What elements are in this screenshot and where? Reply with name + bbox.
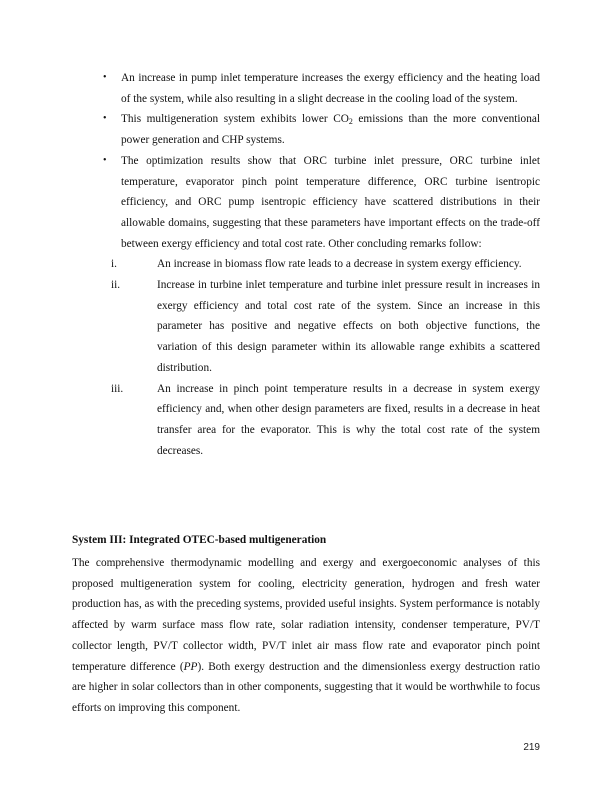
bullet-icon: • bbox=[103, 154, 107, 166]
bullet-item-optimization-results bbox=[72, 151, 540, 462]
bullet-item-pump-inlet bbox=[72, 68, 540, 109]
roman-numeral: iii. bbox=[111, 382, 124, 395]
remark-text: Increase in turbine inlet temperature and turbine inlet pressure result in increases in exergy efficiency and total cost rate of the system. Since an increase in this parameter has positive and negative effects on both objective functions, the variation of this design parameter within its allowable range exhibits a scattered distribution. bbox=[157, 279, 540, 374]
remark-text: An increase in biomass flow rate leads to a decrease in system exergy efficiency. bbox=[157, 258, 522, 271]
paragraph-text-before: The comprehensive thermodynamic modelling and exergy and exergoeconomic analyses of this proposed multigeneration system for cooling, electricity generation, hydrogen and fresh water production has, as with the preceding systems, provided useful insights. System performance is notably affected by warm surface mass flow rate, solar radiation intensity, condenser temperature, PV/T collector length, PV/T collector width, PV/T inlet air mass flow rate and evaporator pinch point temperature difference ( bbox=[72, 557, 540, 673]
section-paragraph bbox=[72, 553, 540, 719]
paragraph-italic-pp: PP bbox=[183, 660, 198, 673]
page-number: 219 bbox=[523, 742, 540, 753]
roman-numeral: ii. bbox=[111, 279, 121, 292]
bullet-item-co2-emissions bbox=[72, 109, 540, 150]
remark-text: An increase in pinch point temperature results in a decrease in system exergy efficiency and, when other design parameters are fixed, results in a decrease in heat transfer area for the evaporator. This is why the total cost rate of the system decreases. bbox=[157, 382, 540, 457]
remark-item-iii bbox=[111, 379, 540, 462]
bullet-text: An increase in pump inlet temperature increases the exergy efficiency and the heating load of the system, while also resulting in a slight decrease in the cooling load of the system. bbox=[121, 72, 540, 105]
conclusions-bullet-list bbox=[72, 68, 540, 461]
bullet-icon: • bbox=[103, 72, 107, 83]
roman-numeral: i. bbox=[111, 258, 117, 271]
section-heading: System III: Integrated OTEC-based multigeneration bbox=[72, 534, 327, 546]
paragraph-text-after: ). Both exergy destruction and the dimensionless exergy destruction ratio are higher in solar collectors than in other components, suggesting that it would be worthwhile to focus efforts on improving this component. bbox=[72, 660, 540, 714]
remark-item-i bbox=[111, 254, 540, 275]
bullet-text-after: emissions than the more conventional power generation and CHP systems. bbox=[121, 113, 540, 147]
bullet-text: The optimization results show that ORC turbine inlet pressure, ORC turbine inlet temperature, evaporator pinch point temperature difference, ORC turbine isentropic efficiency, and ORC pump isentropic efficiency have scattered distributions in their allowable domains, suggesting that these parameters have important effects on the trade-off between exergy efficiency and total cost rate. Other concluding remarks follow: bbox=[121, 154, 540, 250]
concluding-remarks-list bbox=[111, 254, 540, 461]
remark-item-ii bbox=[111, 275, 540, 379]
bullet-icon: • bbox=[103, 113, 107, 125]
bullet-text bbox=[121, 113, 540, 146]
subscript-2: 2 bbox=[348, 117, 353, 127]
bullet-text-before: This multigeneration system exhibits lower CO bbox=[121, 113, 349, 126]
